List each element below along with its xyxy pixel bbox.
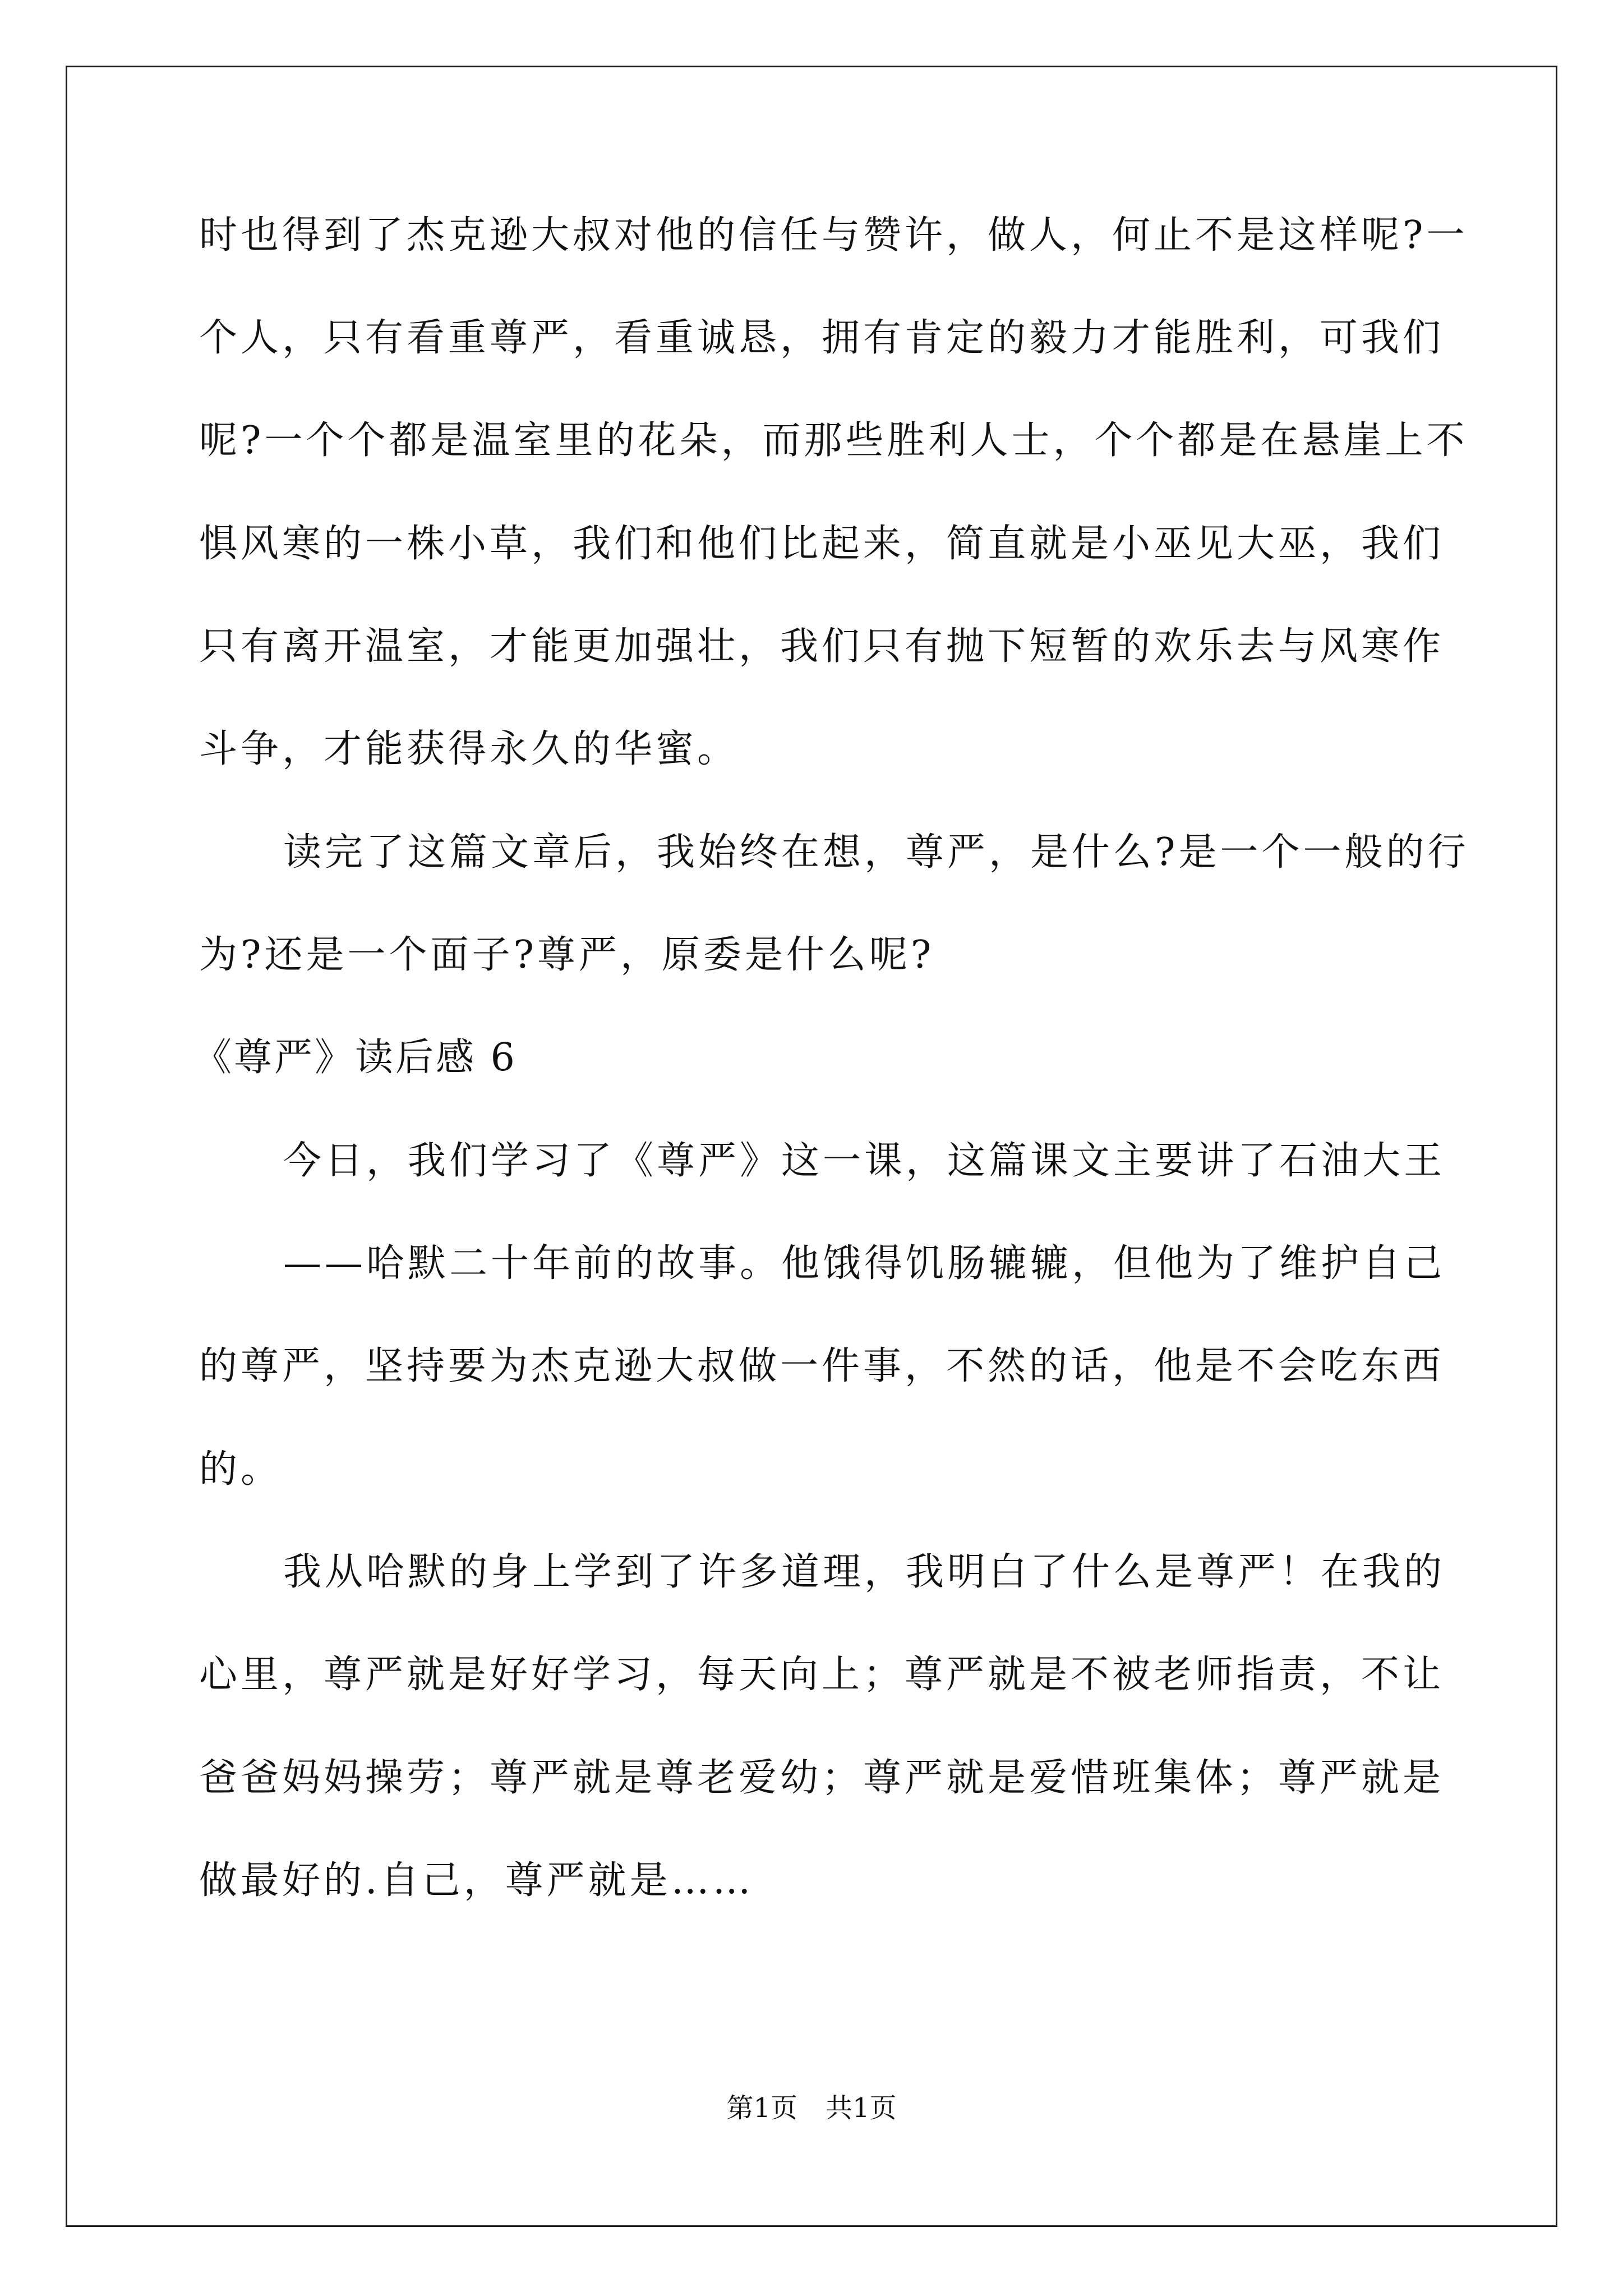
text-line: 时也得到了杰克逊大叔对他的信任与赞许，做人，何止不是这样呢?一 [199,213,1468,257]
paragraph-first-line: 读完了这篇文章后，我始终在想，尊严，是什么?是一个一般的行 [283,830,1469,875]
page-number-total: 共1页 [826,2092,897,2124]
text-line: 的尊严，坚持要为杰克逊大叔做一件事，不然的话，他是不会吃东西 [199,1344,1445,1388]
page-footer [0,2091,1623,2125]
text-line: 为?还是一个面子?尊严，原委是什么呢? [199,933,935,977]
text-line: 爸爸妈妈操劳；尊严就是尊老爱幼；尊严就是爱惜班集体；尊严就是 [199,1756,1445,1800]
text-line: 个人，只有看重尊严，看重诚恳，拥有肯定的毅力才能胜利，可我们 [199,316,1445,360]
page-number-current: 第1页 [726,2092,797,2124]
paragraph-first-line: 今日，我们学习了《尊严》这一课，这篇课文主要讲了石油大王 [283,1139,1446,1183]
text-line: 惧风寒的一株小草，我们和他们比起来，简直就是小巫见大巫，我们 [199,522,1445,566]
text-line: 做最好的.自己，尊严就是…… [199,1858,754,1903]
text-line: 心里，尊严就是好好学习，每天向上；尊严就是不被老师指责，不让 [199,1653,1445,1697]
paragraph-first-line: 我从哈默的身上学到了许多道理，我明白了什么是尊严！在我的 [283,1550,1446,1594]
text-line: ——哈默二十年前的故事。他饿得饥肠辘辘，但他为了维护自己 [283,1241,1446,1286]
text-line: 只有离开温室，才能更加强壮，我们只有抛下短暂的欢乐去与风寒作 [199,624,1445,669]
text-line: 的。 [199,1447,283,1492]
text-line: 呢?一个个都是温室里的花朵，而那些胜利人士，个个都是在悬崖上不 [199,418,1468,463]
section-heading: 《尊严》读后感 6 [193,1036,517,1080]
text-line: 斗争，才能获得永久的华蜜。 [199,727,739,771]
